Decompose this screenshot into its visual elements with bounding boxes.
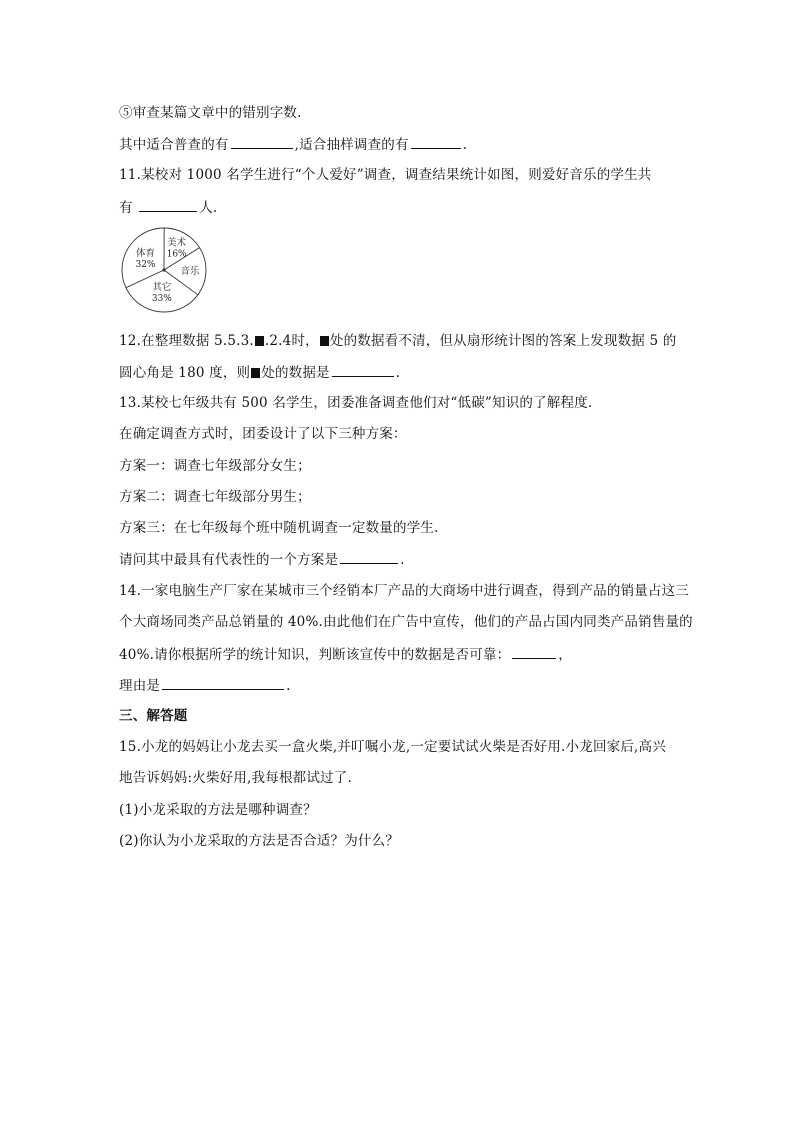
answer-blank[interactable] xyxy=(411,134,461,149)
question-14-reason-line: 理由是 . xyxy=(119,675,291,695)
question-15-text: 15.小龙的妈妈让小龙去买一盒火柴,并叮嘱小龙,一定要试试火柴是否好用.小龙回家后,高兴 xyxy=(119,739,666,755)
pie-slice-value-label: 33% xyxy=(151,293,172,304)
obscured-data-mark xyxy=(320,336,329,346)
option-2: 方案二：调查七年级部分男生； xyxy=(119,489,311,505)
text-line: 地告诉妈妈:火柴好用,我每根都试过了. xyxy=(119,770,352,786)
option-1: 方案一：调查七年级部分女生； xyxy=(119,458,311,474)
answer-blank[interactable] xyxy=(162,675,284,690)
answer-blank[interactable] xyxy=(512,644,556,659)
pie-slice-label: 美术 xyxy=(167,237,187,249)
text-line: 个大商场同类产品总销量的 40%.由此他们在广告中宣传，他们的产品占国内同类产品销售量的 xyxy=(119,614,693,630)
answer-blank[interactable] xyxy=(340,549,398,564)
pie-slice-label: 其它 xyxy=(152,281,172,293)
pie-slice-value-label: 32% xyxy=(135,260,156,271)
sub-question-1: (1)小龙采取的方法是哪种调查？ xyxy=(119,802,317,818)
question-14-answer-line: 40%.请你根据所学的统计知识，判断该宣传中的数据是否可靠： ， xyxy=(119,644,572,664)
sub-question-2: (2)你认为小龙采取的方法是否合适？为什么？ xyxy=(119,833,400,849)
pie-center-dot xyxy=(162,268,165,271)
question-13-text: 13.某校七年级共有 500 名学生，团委准备调查他们对“低碳”知识的了解程度. xyxy=(119,395,593,411)
answer-blank[interactable] xyxy=(332,362,394,377)
pie-slice-label: 体育 xyxy=(135,248,155,260)
option-3: 方案三：在七年级每个班中随机调查一定数量的学生. xyxy=(119,520,439,536)
pie-chart xyxy=(117,224,217,316)
question-11-answer-line: 有 人. xyxy=(119,197,217,217)
text-line: ⑤审查某篇文章中的错别字数. xyxy=(119,105,302,121)
answer-blank[interactable] xyxy=(231,134,293,149)
pie-slice-label: 音乐 xyxy=(180,265,200,277)
question-12-answer-line: 圆心角是 180 度，则 处的数据是 . xyxy=(119,362,400,382)
question-10-answer-line: 其中适合普查的有 ,适合抽样调查的有 . xyxy=(119,134,467,154)
section-heading: 三、解答题 xyxy=(119,708,188,724)
answer-blank[interactable] xyxy=(139,197,197,212)
obscured-data-mark xyxy=(255,336,264,346)
text-line: 在确定调查方式时，团委设计了以下三种方案： xyxy=(119,426,407,442)
obscured-data-mark xyxy=(251,368,260,378)
pie-slice-value-label: 16% xyxy=(166,249,187,260)
question-13-answer-line: 请问其中最具有代表性的一个方案是 . xyxy=(119,549,405,569)
question-14-text: 14.一家电脑生产厂家在某城市三个经销本厂产品的大商场中进行调查，得到产品的销量占这三 xyxy=(119,583,690,599)
question-12-text: 12.在整理数据 5.5.3. .2.4时， 处的数据看不清，但从扇形统计图的答案上发现数据 5 的 xyxy=(119,333,677,349)
question-11-text: 11.某校对 1000 名学生进行“个人爱好”调查，调查结果统计如图，则爱好音乐的学生共 xyxy=(119,167,652,183)
